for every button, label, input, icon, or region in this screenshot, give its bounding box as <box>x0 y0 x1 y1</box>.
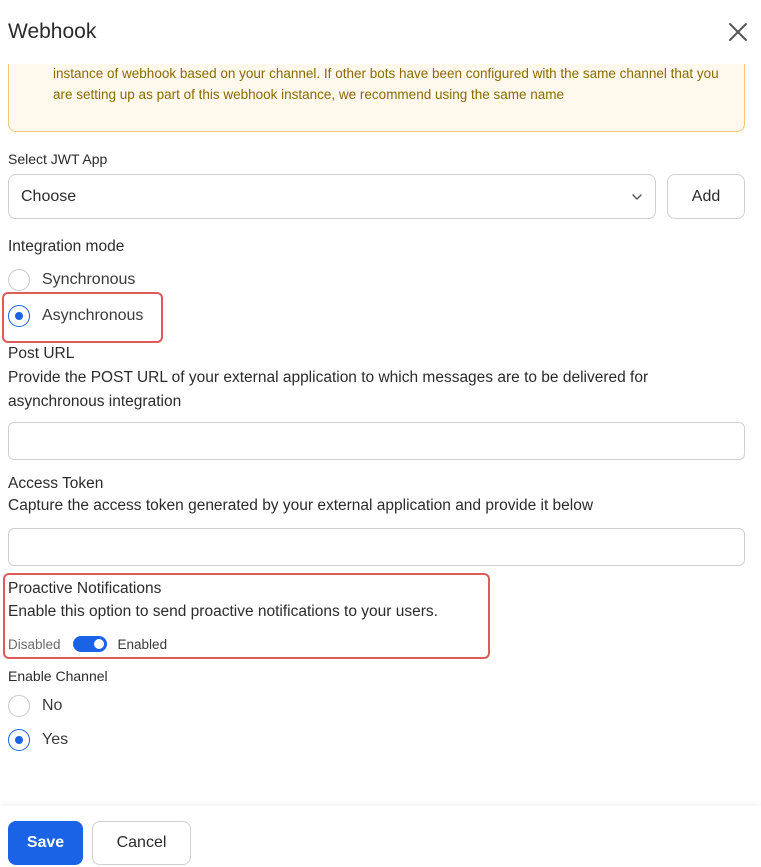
integration-mode-label: Integration mode <box>8 238 125 255</box>
toggle-knob <box>94 639 104 649</box>
radio-channel-yes-label: Yes <box>42 731 69 748</box>
toggle-enabled-label: Enabled <box>117 636 168 652</box>
add-jwt-app-button[interactable]: Add <box>667 174 745 219</box>
jwt-app-select[interactable] <box>8 174 656 219</box>
access-token-input[interactable] <box>8 528 745 566</box>
chevron-down-icon <box>631 192 643 202</box>
radio-channel-no[interactable] <box>8 694 62 718</box>
proactive-notifications-toggle[interactable] <box>73 636 107 652</box>
radio-asynchronous-circle[interactable] <box>8 305 30 327</box>
dialog-title: Webhook <box>8 20 97 43</box>
cancel-button[interactable]: Cancel <box>92 821 191 865</box>
enable-channel-label: Enable Channel <box>8 668 108 684</box>
radio-synchronous-label: Synchronous <box>42 271 136 288</box>
post-url-description: Provide the POST URL of your external application to which messages are to be delivered for asynchronous integration <box>8 369 649 410</box>
info-notice-text: instance of webhook based on your channel. If other bots have been configured with the same channel that you are setting up as part of this webhook instance, we recommend using the same name <box>53 66 719 102</box>
radio-asynchronous-label: Asynchronous <box>42 307 144 324</box>
dialog-header <box>0 0 761 64</box>
toggle-disabled-label: Disabled <box>8 636 61 652</box>
proactive-notifications-label: Proactive Notifications <box>8 580 162 597</box>
dialog-footer <box>0 806 761 867</box>
proactive-toggle-row <box>8 635 167 653</box>
radio-synchronous-circle[interactable] <box>8 269 30 291</box>
save-button[interactable]: Save <box>8 821 83 865</box>
access-token-description: Capture the access token generated by your external application and provide it below <box>8 497 594 514</box>
radio-channel-no-label: No <box>42 697 63 714</box>
proactive-notifications-description: Enable this option to send proactive notifications to your users. <box>8 603 438 620</box>
close-icon[interactable] <box>726 20 750 44</box>
access-token-label: Access Token <box>8 475 104 492</box>
post-url-label: Post URL <box>8 345 75 362</box>
radio-channel-no-circle[interactable] <box>8 695 30 717</box>
radio-synchronous[interactable] <box>8 268 135 292</box>
jwt-app-selected-value: Choose <box>21 188 77 205</box>
post-url-input[interactable] <box>8 422 745 460</box>
radio-channel-yes[interactable] <box>8 728 68 752</box>
radio-channel-yes-circle[interactable] <box>8 729 30 751</box>
radio-asynchronous[interactable] <box>8 304 143 328</box>
jwt-app-label: Select JWT App <box>8 151 108 167</box>
